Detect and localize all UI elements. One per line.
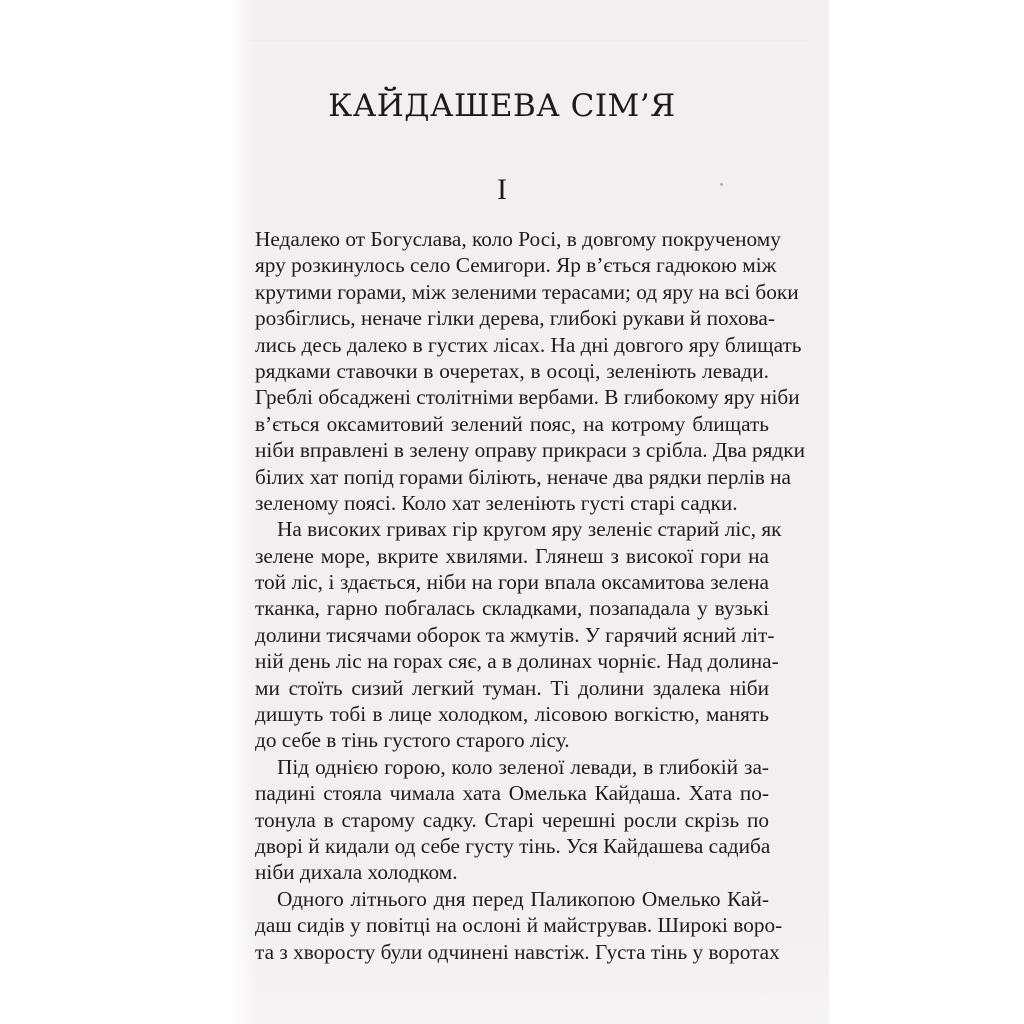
text-line: та з хворосту були одчинені навстіж. Густа тінь у воротах [255, 939, 780, 964]
text-line: долини тисячами оборок та жмутів. У гарячий ясний літ- [255, 622, 775, 647]
chapter-number: I [497, 173, 507, 206]
text-line: ніби дихала холодком. [255, 860, 458, 885]
text-line: дворі й кидали од себе густу тінь. Уся Кайдашева садиба [255, 833, 771, 858]
text-line: Недалеко от Богуслава, коло Росі, в довгому покрученому [255, 227, 781, 251]
text-line: На високих гривах гір кругом яру зеленіє старий ліс, як [277, 517, 782, 542]
body-text [255, 226, 806, 965]
text-line: дишуть тобі в лице холодком, лісовою вогкістю, манять [255, 702, 769, 727]
paragraph-4 [255, 886, 783, 965]
book-page [232, 0, 829, 1024]
text-line: даш сидів у повітці на ослоні й майстрував. Широкі воро- [255, 913, 783, 938]
text-line: ми стоїть сизий легкий туман. Ті долини здалека ніби [255, 675, 769, 700]
paper-speck [720, 183, 723, 186]
paragraph-1 [255, 226, 806, 516]
text-line: Одного літнього дня перед Паликопою Омелько Кай- [277, 886, 769, 911]
text-line: ній день ліс на горах сяє, а в долинах чорніє. Над долина- [255, 649, 779, 674]
text-line: зелене море, вкрите хвилями. Глянеш з високої гори на [255, 543, 769, 568]
text-line: падині стояла чимала хата Омелька Кайдаша. Хата по- [255, 781, 769, 806]
text-line: крутими горами, між зеленими терасами; од яру на всі боки [255, 279, 799, 304]
text-line: білих хат попід горами біліють, неначе два рядки перлів на [255, 464, 791, 489]
chapter-title: КАЙДАШЕВА СІМ’Я [328, 88, 676, 124]
paragraph-3 [255, 754, 769, 886]
text-line: Греблі обсаджені столітніми вербами. В глибокому яру ніби [255, 385, 800, 410]
text-line: той ліс, і здається, ніби на гори впала оксамитова зелена [255, 570, 769, 595]
text-line: в’ється оксамитовий зелений пояс, на котрому блищать [255, 411, 769, 436]
paragraph-2 [255, 516, 782, 754]
text-line: ніби вправлені в зелену оправу прикраси з срібла. Два рядки [255, 438, 806, 463]
text-line: тканка, гарно побгалась складками, позападала у вузькі [255, 596, 769, 621]
text-line: до себе в тінь густого старого лісу. [255, 728, 570, 753]
text-line: яру розкинулось село Семигори. Яр в’ється гадюкою між [255, 253, 777, 278]
text-line: зеленому поясі. Коло хат зеленіють густі старі садки. [255, 490, 738, 515]
text-line: розбіглись, неначе гілки дерева, глибокі рукави й похова- [255, 306, 775, 331]
text-line: лись десь далеко в густих лісах. На дні довгого яру блищать [255, 332, 802, 357]
text-line: рядками ставочки в очеретах, в осоці, зеленіють левади. [255, 358, 769, 383]
bleed-through-header [250, 26, 810, 41]
text-line: Під однією горою, коло зеленої левади, в глибокій за- [277, 754, 769, 779]
text-line: тонула в старому садку. Старі черешні росли скрізь по [255, 807, 769, 832]
